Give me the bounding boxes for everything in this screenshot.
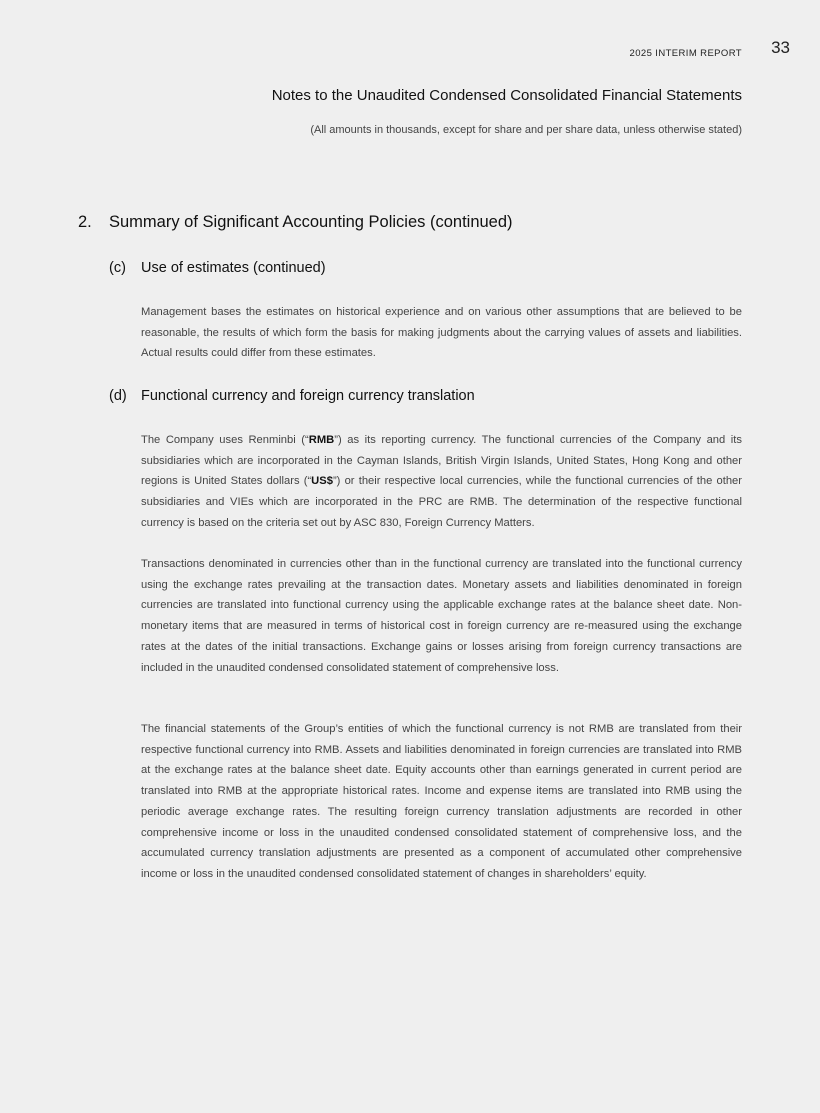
- subsection-d-paragraph-2: Transactions denominated in currencies other than in the functional currency are translated into the functional currency using the exchange rates prevailing at the transaction dates. Monetary assets and liabilities denominated in foreign currencies are translated into functional currency using the applicable exchange rates at the balance sheet date. Non-monetary items that are measured in terms of historical cost in foreign currency are re-measured using the exchange rates at the dates of the initial transactions. Exchange gains or losses arising from foreign currency transactions are included in the unaudited condensed consolidated statement of comprehensive loss.: [141, 558, 742, 674]
- subsection-d-paragraph-3: The financial statements of the Group’s entities of which the functional currency is not RMB are translated from their respective functional currency into RMB. Assets and liabilities denominated in foreign currencies are translated into RMB at the exchange rates at the balance sheet date. Equity accounts other than earnings generated in current period are translated into RMB at the appropriate historical rates. Income and expense items are translated into RMB using the periodic average exchange rates. The resulting foreign currency translation adjustments are recorded in other comprehensive income or loss in the unaudited condensed consolidated statement of comprehensive loss, and the accumulated currency translation adjustments are presented as a component of accumulated other comprehensive income or loss in the unaudited condensed consolidated statement of changes in shareholders’ equity.: [141, 723, 742, 880]
- subsection-c-heading: [109, 260, 326, 276]
- report-label: 2025 INTERIM REPORT: [629, 48, 742, 59]
- subsection-d-title: Functional currency and foreign currency translation: [141, 388, 475, 404]
- page-number: 33: [771, 38, 790, 57]
- section-heading: [78, 213, 513, 232]
- usd-term: US$: [311, 475, 333, 488]
- subsection-d-label: (d): [109, 388, 127, 404]
- notes-title: Notes to the Unaudited Condensed Consolidated Financial Statements: [271, 87, 742, 104]
- subsection-c-title: Use of estimates (continued): [141, 260, 326, 276]
- subsection-d-heading: [109, 388, 475, 404]
- amounts-note: (All amounts in thousands, except for share and per share data, unless otherwise stated): [310, 124, 742, 136]
- section-number: 2.: [78, 213, 92, 231]
- subsection-c-paragraph: Management bases the estimates on historical experience and on various other assumptions that are believed to be reasonable, the results of which form the basis for making judgments about the carrying values of assets and liabilities. Actual results could differ from these estimates.: [141, 306, 742, 360]
- subsection-c-label: (c): [109, 260, 126, 276]
- subsection-d-paragraph-1: The Company uses Renminbi (“RMB”) as its reporting currency. The functional currencies of the Company and its subsidiaries which are incorporated in the Cayman Islands, British Virgin Islands, United States, Hong Kong and other regions is United States dollars (“US$”) or their respective local currencies, while the functional currencies of the other subsidiaries and VIEs which are incorporated in the PRC are RMB. The determination of the respective functional currency is based on the criteria set out by ASC 830, Foreign Currency Matters.: [141, 434, 742, 529]
- rmb-term: RMB: [308, 434, 335, 446]
- section-title: Summary of Significant Accounting Policies (continued): [109, 213, 513, 231]
